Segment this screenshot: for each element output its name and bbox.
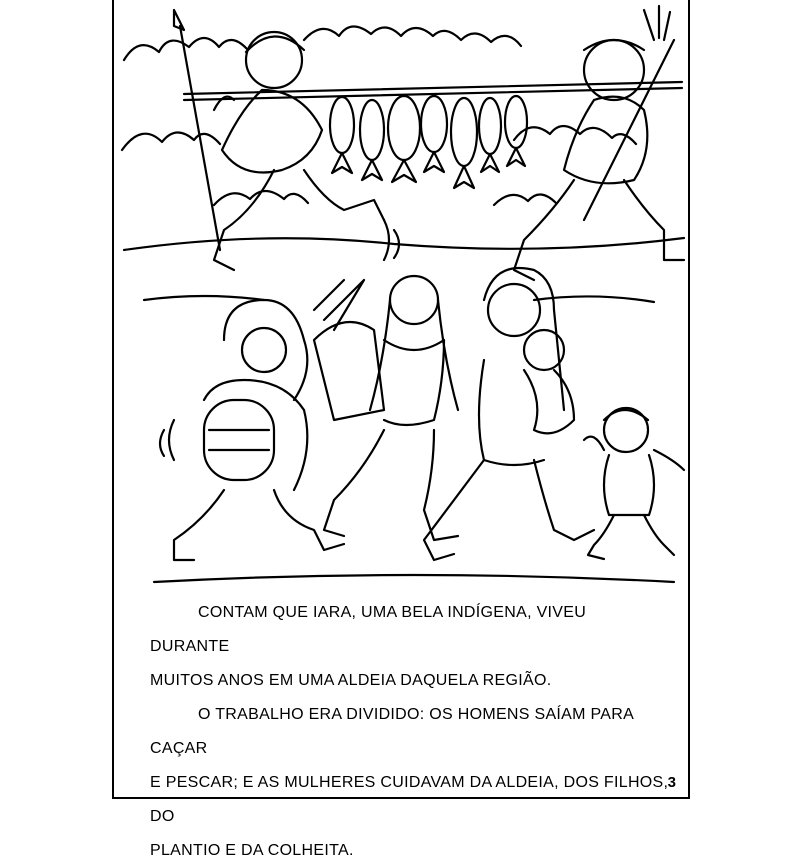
paragraph-1-line-1: CONTAM QUE IARA, UMA BELA INDÍGENA, VIVEU DURANTE: [150, 604, 587, 655]
young-woman-with-firewood: [314, 276, 458, 540]
story-text: [150, 596, 670, 868]
paragraph-2-line-3: PLANTIO E DA COLHEITA.: [150, 842, 354, 859]
mother-with-baby: [424, 268, 594, 560]
paragraph-2-line-1: O TRABALHO ERA DIVIDIDO: OS HOMENS SAÍAM PARA CAÇAR: [150, 706, 634, 757]
page-number: 3: [667, 774, 676, 791]
small-boy: [584, 408, 684, 559]
fish: [330, 96, 527, 188]
paragraph-2-line-2: E PESCAR; E AS MULHERES CUIDAVAM DA ALDEIA, DOS FILHOS, DO: [150, 774, 669, 825]
coloring-illustration: [114, 0, 690, 590]
book-page: [112, 0, 690, 859]
paragraph-1-line-2: MUITOS ANOS EM UMA ALDEIA DAQUELA REGIÃO.: [150, 672, 552, 689]
motion-marks: [160, 220, 399, 460]
man-with-headdress: [514, 6, 684, 280]
elder-woman-with-basket: [174, 300, 344, 560]
ground-lines: [124, 238, 684, 582]
